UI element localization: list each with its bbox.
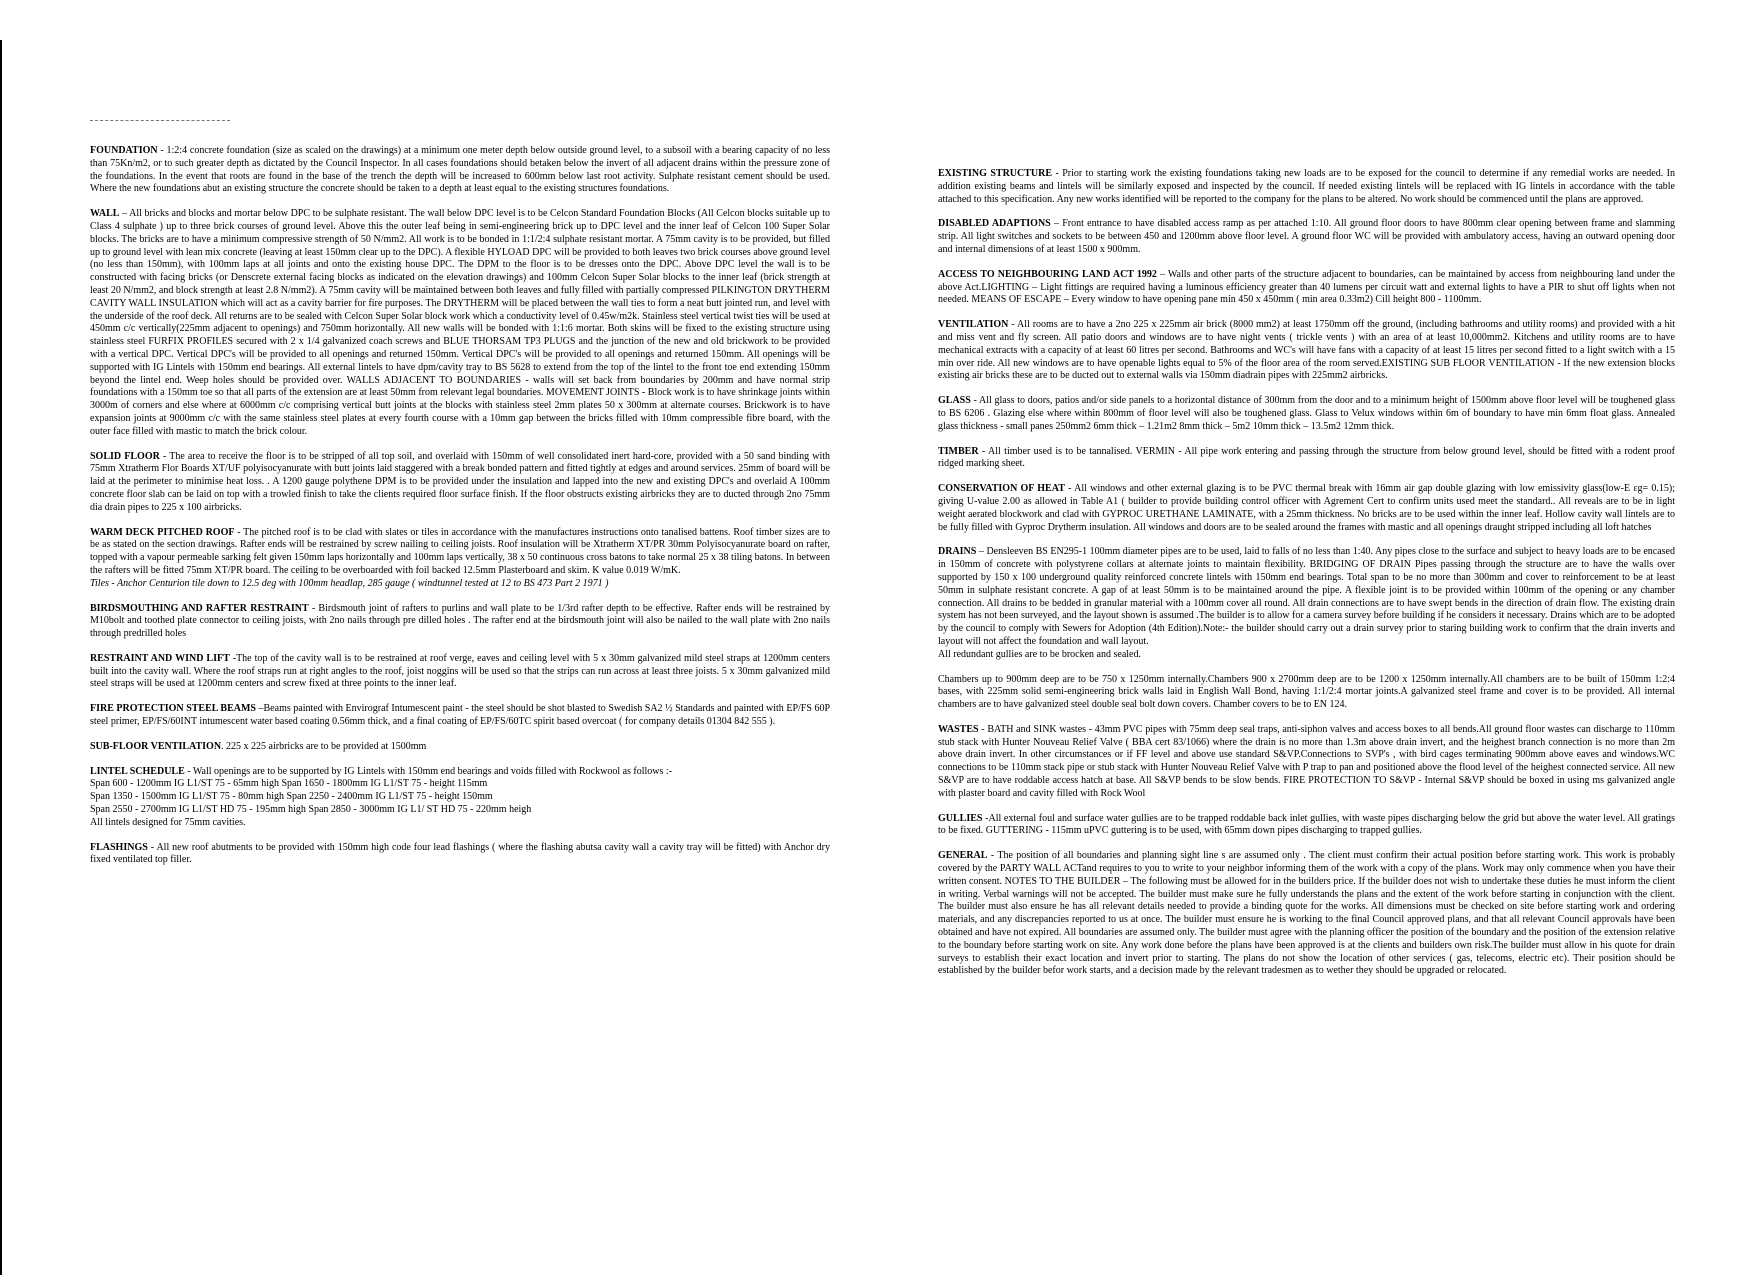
section-heading: SOLID FLOOR [90, 450, 160, 462]
conservation-of-heat-section [938, 483, 1675, 534]
chambers-section [938, 674, 1675, 712]
glass-section [938, 395, 1675, 433]
specification-left-column [90, 145, 830, 867]
section-heading: VENTILATION [938, 319, 1009, 331]
section-body: - The position of all boundaries and planning sight line s are assumed only . The client must confirm their actual position before starting work. This work is probably covered by the PARTY WALL ACTand requires to you to write to your neighbor informing them of the work with a copy of the plans. Work may only commence when you have their written consent. NOTES TO THE BUILDER – The following must be allowed for in the builders price. If the builder does not wish to undertake these duties he must inform the client in writing. Verbal warnings will not be accepted. The builder must make sure he fully understands the plans and the extent of the work before starting in conjunction with the client. The builder must also ensure he has all relevant details needed to provide a binding quote for the works. All dimensions must be checked on site before starting work and ordering materials, and any discrepancies reported to us at once. The builder must ensure he is working to the final Council approved plans, and that all relevant Council approvals have been obtained and have not expired. All boundaries are assumed only. The builder must agree with the planning officer the position of the boundary and the position of the extension relative to the boundary before starting work on site. Any work done before the plans have been approved is at the clients and builders own risk.The builder must allow in his quote for drain surveys to establish their exact location and invert prior to starting. The plans do not show the location of other services ( gas, telecoms, electric etc). Their position should be established by the builder befor work starts, and a decision made by the relevant tradesmen as to wether they should be upgraded or relocated. [938, 850, 1675, 977]
disabled-adaptions-section [938, 218, 1675, 256]
section-heading: CONSERVATION OF HEAT [938, 483, 1065, 495]
section-heading: RESTRAINT AND WIND LIFT [90, 652, 230, 664]
section-heading: SUB-FLOOR VENTILATION [90, 740, 222, 752]
section-body: - Wall openings are to be supported by IG Lintels with 150mm end bearings and voids filled with Rockwool as follows :- [184, 765, 673, 777]
fire-protection-beams-section [90, 703, 830, 729]
wastes-section [938, 724, 1675, 801]
section-heading: GLASS [938, 395, 971, 407]
section-body: –Beams painted with Envirograf Intumescent paint - the steel should be shot blasted to Swedish SA2 ½ Standards and painted with EP/FS 60P steel primer, EP/FS/60INT intumescent water based coating 0.56mm thick, and a final coating of EP/FS/60TC spirit based overcoat ( for company details 01304 842 555 ). [90, 703, 831, 728]
lintel-schedule-section [90, 766, 830, 830]
access-neighbouring-land-section [938, 269, 1675, 307]
section-body: – All bricks and blocks and mortar below DPC to be sulphate resistant. The wall below DPC level is to be Celcon Standard Foundation Blocks (All Celcon blocks suitable up to Class 4 sulphate ) up to three brick courses of ground level. Above this the outer leaf being in semi-engineering brick up to DPC level and the inner leaf of Celcon 100 Super Solar blocks. The bricks are to have a minimum compressive strength of 50 N/mm2. All work is to be bonded in 1:1/2:4 sulphate resistant mortar. A 75mm cavity is to be provided, but filled up to ground level with lean mix concrete (leaving at least 150mm clear up to the DPC). A flexible HYLOAD DPC will be provided to both leaves two brick courses above ground level (no less than 150mm), with 100mm laps at all joints and onto the existing house DPC. The DPM to the floor is to be dresses onto the DPC. Above DPC level the wall is to be constructed with facing bricks (or Denscrete external facing blocks as indicated on the elevation drawings) and 100mm Celcon Super Solar blocks to the inner leaf (brick strength at least 20 N/mm2, and block strength at least 2.8 N/mm2). A 75mm cavity will be maintained between both leaves and fully filled with partially compressed PILKINGTON DRYTHERM CAVITY WALL INSULATION which will act as a cavity barrier for fire purposes. The DRYTHERM will be placed between the wall ties to form a neat butt jointed run, and level with the underside of the roof deck. All returns are to be sealed with Celcon Super Solar block work which a conductivity level of 0.45w/m2k. Stainless steel vertical twist ties will be used at 450mm c/c vertically(225mm adjacent to openings) and 750mm horizontally. All new walls will be bonded with 1:1:6 mortar. Both skins will be fixed to the existing structure using stainless steel FURFIX PROFILES secured with 2 x 1/4 galvanized coach screws and BLUE THORSAM TP3 PLUGS and the junction of the new and old brickwork to be provided with a vertical DPC. Vertical DPC's will be provided to all openings and returned 150mm. Vertical DPC's will be provided to all openings and returned 150mm. All openings will be supported with IG Lintels with 150mm end bearings. All external lintels to have dpm/cavity tray to BS 5628 to extend from the top of the lintel to the front toe end extending 150mm beyond the lintel end. Weep holes should be provided over. WALLS ADJACENT TO BOUNDARIES - walls will set back from boundaries by 200mm and have normal strip foundations with a 150mm toe so that all parts of the extension are at least 50mm from relevant legal boundaries. MOVEMENT JOINTS - Block work is to have shrinkage joints within 3000m of corners and else where at 6000mm c/c comprising vertical butt joints at the blocks with stainless steel 2mm plates 50 x 300mm at alternate courses. Brickwork is to have expansion joints at 9000mm c/c with the same stainless steel plates at every fourth course with a 10mm gap between the bricks filled with 10mm compressible fibre board, with the outer face filled with mastic to match the brick colour. [90, 208, 830, 437]
section-heading: ACCESS TO NEIGHBOURING LAND ACT 1992 [938, 268, 1157, 280]
lintel-schedule-line: Span 1350 - 1500mm IG L1/ST 75 - 80mm high Span 2250 - 2400mm IG L1/ST 75 - height 150mm [90, 791, 493, 803]
section-note: All redundant gullies are to be brocken and sealed. [938, 648, 1141, 660]
section-body: - The pitched roof is to be clad with slates or tiles in accordance with the manufactures instructions onto tanalised battens. Roof timber sizes are to be as stated on the section drawings. Rafter ends will be restrained by screw nailing to ceiling joists. Roof insulation will be Xtratherm XT/PR 30mm Polyisocyanurate board on rafter, topped with a vapour permeable sarking felt given 150mm laps horizontally and 100mm laps vertically, 38 x 50 continuous cross batons to take normal 25 x 38 tiling batons. In between the rafters will be fitted 75mm XT/PR board. The ceiling to be overboarded with foil backed 12.5mm Plasterboard and skim. K value 0.019 W/mK. [90, 526, 830, 576]
section-body: - Prior to starting work the existing foundations taking new loads are to be exposed for the council to determine if any remedial works are needed. In addition existing beams and lintels will be similarly exposed and inspected by the council. If needed existing lintels will be replaced with IG lintels in accordance with the table attached to this specification. Any new works identified will be reported to the company for the plans to be altered. No work should be commenced until the plans are approved. [938, 168, 1675, 205]
restraint-wind-lift-section [90, 653, 830, 691]
existing-structure-section [938, 168, 1675, 206]
section-heading: BIRDSMOUTHING AND RAFTER RESTRAINT [90, 602, 309, 614]
section-body: -The top of the cavity wall is to be restrained at roof verge, eaves and ceiling level with 5 x 30mm galvanized mild steel straps at 1200mm centers built into the cavity wall. Where the roof straps run at right angles to the roof, joist noggins will be used so that the strips can run across at least three joists. 5 x 30mm galvanized mild steel straps will be used at 1200mm centers and screw fixed at three points to the inner leaf. [90, 652, 830, 690]
section-heading: WASTES [938, 723, 979, 735]
warm-deck-roof-section [90, 527, 830, 591]
lintel-schedule-line: Span 600 - 1200mm IG L1/ST 75 - 65mm high Span 1650 - 1800mm IG L1/ST 75 - height 115mm [90, 778, 488, 790]
general-section [938, 850, 1675, 978]
section-body: -All external foul and surface water gullies are to be trapped roddable back inlet gullies, with waste pipes discharging below the grid but above the water level. All gratings to be fixed. GUTTERING - 115mm uPVC guttering is to be used, with 65mm down pipes discharging to trapped gullies. [938, 812, 1675, 837]
section-body: - All rooms are to have a 2no 225 x 225mm air brick (8000 mm2) at least 1750mm off the ground, (including bathrooms and utility rooms) and provided with a hit and miss vent and fly screen. All patio doors and windows are to have night vents ( trickle vents ) with an area of at least 10,000mm2. Kitchens and utility rooms are to have mechanical extracts with a capacity of at least 60 litres per second. Bathrooms and WC's will have fans with a capacity of at least 15 litres per second fitted to a light switch with a 15 min over ride. All new windows are to have openable lights equal to 5% of the floor area of the room served.EXISTING SUB FLOOR VENTILATION - If the new extension blocks existing air bricks these are to be ducted out to external walls via 150mm diadrain pipes with 225mm2 airbricks. [938, 319, 1675, 382]
section-body: . 225 x 225 airbricks are to be provided at 1500mm [221, 740, 427, 752]
ventilation-section [938, 319, 1675, 383]
section-heading: DISABLED ADAPTIONS [938, 218, 1051, 230]
section-body: - All glass to doors, patios and/or side panels to a horizontal distance of 300mm from the door and to a minimum height of 1500mm above floor level will be toughened glass to BS 6206 . Glazing else where within 800mm of floor level will also be toughened glass. Glass to Velux windows within 6m of boundary to have min 6mm float glass. Annealed glass thickness - small panes 250mm2 6mm thick – 1.21m2 8mm thick – 5m2 10mm thick – 13.5m2 12mm thick. [938, 395, 1675, 432]
section-body: - 1:2:4 concrete foundation (size as scaled on the drawings) at a minimum one meter depth below outside ground level, to a subsoil with a bearing capacity of no less than 75Kn/m2, or to such greater depth as dictated by the Council Inspector. In all cases foundations should betaken below the invert of all adjacent drains within the pressure zone of the foundations. In the event that roots are found in the base of the trench the depth will be increased to 600mm below last root activity. Sulphate resistant cement should be used. Where the new foundations abut an existing structure the concrete should be taken to a depth at least equal to the existing structures foundations. [90, 145, 830, 195]
section-body: - All timber used is to be tannalised. VERMIN - All pipe work entering and passing through the structure from below ground level, should be fitted with a rodent proof ridged marking sheet. [938, 445, 1675, 470]
timber-section [938, 446, 1675, 472]
foundation-section [90, 145, 830, 196]
sub-floor-ventilation-section [90, 741, 830, 754]
flashings-section [90, 842, 830, 868]
section-body: – Front entrance to have disabled access ramp as per attached 1:10. All ground floor doors to have 800mm clear opening between frame and slamming strip. All light switches and sockets to be between 450 and 1200mm above floor level. A ground floor WC will be provided with ambulatory access, having an outward opening door and internal dimensions of at least 1500 x 900mm. [938, 218, 1675, 255]
section-body: Chambers up to 900mm deep are to be 750 x 1250mm internally.Chambers 900 x 2700mm deep are to be 1200 x 1250mm internally.All chambers are to be built of 150mm 1:2:4 bases, with 225mm solid semi-engineering brick walls laid in English Wall Bond, having 1:1/2:4 mortar joints.A galvanized steel frame and cover is to be provided. All internal chambers are to have galvanized steel double seal bolt down covers. Chamber covers to be to EN 124. [938, 673, 1675, 711]
section-heading: FOUNDATION [90, 145, 158, 156]
section-body: – Walls and other parts of the structure adjacent to boundaries, can be maintained by access from neighbouring land under the above Act.LIGHTING – Light fittings are required having a luminous efficiency greater than 40 lumens per circuit watt and external lights to have a PIR to shut off lights when not needed. MEANS OF ESCAPE – Every window to have opening pane min 450 x 450mm ( min area 0.33m2) Cill height 800 - 1100mm. [938, 268, 1675, 306]
section-body: – Densleeven BS EN295-1 100mm diameter pipes are to be used, laid to falls of no less than 1:40. Any pipes close to the surface and subject to heavy loads are to be encased in 150mm of concrete with polystyrene collars at alternate joints to maintain flexibility. BRIDGING OF DRAIN Pipes passing through the structure are to have the walls over supported by 150 x 100 underground quality reinforced concrete lintels with 150mm end bearings. Total span to be no more than 300mm and cover to reinforcement to be at least 50mm in sulphate resistant concrete. A gap of at least 50mm is to be maintained around the pipe. A flexible joint is to be provided within 100mm of the opening or any chamber connection. All drains to be bedded in granular material with a 100mm cover all round. All drain connections are to have swept bends in the direction of drain flow. The existing drain system has not been surveyed, and the layout shown is assumed .The builder is to allow for a camera survey before building if he considers it necessary. Drains which are to be adopted by the council to comply with Sewers for Adoption (4th Edition).Note:- the builder should carry out a drain survey prior to staring building work to confirm that the drain inverts and layout will not affect the foundation and wall layout. [938, 546, 1675, 647]
section-heading: WARM DECK PITCHED ROOF [90, 526, 235, 538]
section-body: - All new roof abutments to be provided with 150mm high code four lead flashings ( where the flashing abutsa cavity wall a cavity tray will be fitted) with Anchor dry fixed ventilated top filler. [90, 841, 830, 866]
section-heading: GULLIES [938, 812, 983, 824]
gullies-section [938, 813, 1675, 839]
birdsmouthing-section [90, 603, 830, 641]
section-heading: DRAINS [938, 546, 977, 558]
drains-section [938, 546, 1675, 661]
section-heading: FIRE PROTECTION STEEL BEAMS [90, 703, 256, 715]
section-heading: LINTEL SCHEDULE [90, 765, 185, 777]
section-body: - All windows and other external glazing is to be PVC thermal break with 16mm air gap double glazing with low emissivity glass(low-E εg= 0.15); giving U-value 2.00 as allowed in Table A1 ( builder to provide building control officer with Agrement Cert to confirm units used meet the standard.. All reveals are to be in light weight aerated blockwork and clad with GYPROC URETHANE LAMINATE, with a 25mm thickness. No bricks are to be used within the inner leaf. Hollow cavity wall lintels are to be fully filled with Gyproc Drytherm insulation. All windows and doors are to be sealed around the frames with mastic and all openings draught stripped including all loft hatches [938, 483, 1675, 533]
section-heading: FLASHINGS [90, 841, 148, 853]
section-heading: WALL [90, 208, 120, 220]
specification-right-column [938, 168, 1675, 978]
section-body: - Birdsmouth joint of rafters to purlins and wall plate to be 1/3rd rafter depth to be effective. Rafter ends will be restrained by M10bolt and toothed plate connector to ceiling joists, with 2no nails through pre dilled holes . The rafter end at the birdsmouth joint will also be nailed to the wall plate with 2no nails through predrilled holes [90, 602, 830, 640]
section-body: - BATH and SINK wastes - 43mm PVC pipes with 75mm deep seal traps, anti-siphon valves and access boxes to all bends.All ground floor wastes can discharge to 110mm stub stack with Hunter Nouveau Relief Valve ( BBA cert 83/1066) where the drain is no more than 1.3m above drain invert, and the heighest branch connection is no more than 2m above drain invert. In other circumstances or if FF level and above use standard S&VP.Connections to SVP's , with bird cages terminating 900mm above eaves and windows.WC connections to be 110mm stack pipe or stub stack with Hunter Nouveau Relief Valve with P trap to pan and positioned above the flood level of the heighest connected service. All new S&VP are to have roddable access hatch at base. All S&VP bends to be slow bends. FIRE PROTECTION TO S&VP - Internal S&VP should be boxed in using ms galvanized angle with plaster board and cavity filled with Rock Wool [938, 723, 1675, 799]
solid-floor-section [90, 451, 830, 515]
section-note: Tiles - Anchor Centurion tile down to 12.5 deg with 100mm headlap, 285 gauge ( windtunnel tested at 12 to BS 473 Part 2 1971 ) [90, 577, 609, 589]
section-heading: GENERAL [938, 850, 988, 862]
wall-section [90, 208, 830, 438]
lintel-schedule-line: All lintels designed for 75mm cavities. [90, 816, 246, 828]
scan-edge-line [0, 40, 2, 1275]
section-heading: EXISTING STRUCTURE [938, 168, 1053, 179]
lintel-schedule-line: Span 2550 - 2700mm IG L1/ST HD 75 - 195mm high Span 2850 - 3000mm IG L1/ ST HD 75 - 220mm heigh [90, 804, 532, 816]
scan-artifact-line [90, 120, 230, 121]
section-body: - The area to receive the floor is to be stripped of all top soil, and overlaid with 150mm of well consolidated inert hard-core, provided with a 50 sand binding with 75mm Xtratherm Flor Boards XT/UF polyisocyanurate with butt joints laid staggered with a break bonded pattern and fitted tightly at edges and around services. 25mm of board will be laid at the perimeter to minimise heat loss. . A 1200 gauge polythene DPM is to be provided under the insulation and lapped into the new and existing DPC's and overlaid A 100mm concrete floor slab can be laid on top with a trowled finish to take the clients required floor surface finish. If the floor obstructs existing airbricks they are to ducted through 2no 75mm dia drain pipes to 225 x 100 airbricks. [90, 450, 830, 513]
section-heading: TIMBER [938, 445, 979, 457]
